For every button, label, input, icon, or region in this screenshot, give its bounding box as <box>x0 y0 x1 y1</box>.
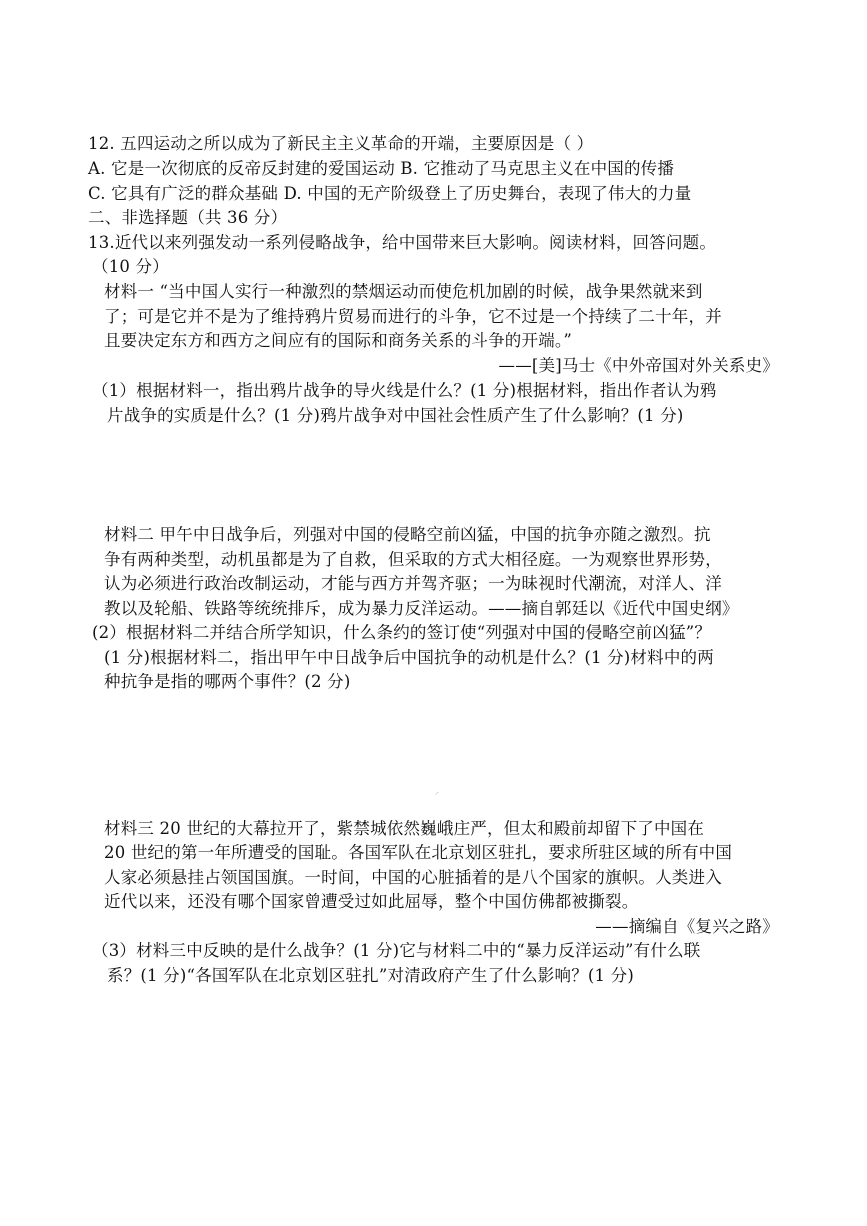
material-3-line1: 材料三 20 世纪的大幕拉开了，紫禁城依然巍峨庄严，但太和殿前却留下了中国在 <box>104 819 705 838</box>
part-1-question-line1: （1）根据材料一，指出鸦片战争的导火线是什么？(1 分)根据材料，指出作者认为鸦 <box>92 381 717 400</box>
part-1-question-line2: 片战争的实质是什么？(1 分)鸦片战争对中国社会性质产生了什么影响？(1 分) <box>107 406 684 425</box>
question-13-stem-line1: 13.近代以来列强发动一系列侵略战争，给中国带来巨大影响。阅读材料，回答问题。 <box>88 233 717 252</box>
material-2-line2: 争有两种类型，动机虽都是为了自救，但采取的方式大相径庭。一为观察世界形势， <box>104 550 722 569</box>
part-2-question-line3: 种抗争是指的哪两个事件？(2 分) <box>104 672 351 691</box>
material-1-line2: 了；可是它并不是为了维持鸦片贸易而进行的斗争，它不过是一个持续了二十年，并 <box>104 307 722 326</box>
part-3-question-line2: 系？(1 分)“各国军队在北京划区驻扎”对清政府产生了什么影响？(1 分) <box>107 966 635 985</box>
material-1-source: ——[美]马士《中外帝国对外关系史》 <box>498 356 779 375</box>
scan-speck-mark: ⸝ <box>435 787 439 796</box>
material-3-line4: 近代以来，还没有哪个国家曾遭受过如此屈辱，整个中国仿佛都被撕裂。 <box>104 892 639 911</box>
question-12-options-ab: A. 它是一次彻底的反帝反封建的爱国运动 B. 它推动了马克思主义在中国的传播 <box>88 159 675 178</box>
part-2-question-line2: (1 分)根据材料二，指出甲午中日战争后中国抗争的动机是什么？(1 分)材料中的两 <box>104 648 714 667</box>
material-2-line4: 教以及轮船、铁路等统统排斥，成为暴力反洋运动。——摘自郭廷以《近代中国史纲》 <box>104 599 739 618</box>
material-3-line3: 人家必须悬挂占领国国旗。一时间，中国的心脏插着的是八个国家的旗帜。人类进入 <box>104 868 722 887</box>
section-2-heading: 二、非选择题（共 36 分） <box>88 208 288 227</box>
material-2-line3: 认为必须进行政治改制运动，才能与西方并驾齐驱；一为昧视时代潮流，对洋人、洋 <box>104 574 722 593</box>
material-1-line1: 材料一 “当中国人实行一种激烈的禁烟运动而使危机加剧的时候，战争果然就来到 <box>104 282 703 301</box>
question-12-options-cd: C. 它具有广泛的群众基础 D. 中国的无产阶级登上了历史舞台，表现了伟大的力量 <box>88 184 692 203</box>
question-12-stem: 12. 五四运动之所以成为了新民主主义革命的开端，主要原因是（ ） <box>88 134 594 153</box>
material-2-line1: 材料二 甲午中日战争后，列强对中国的侵略空前凶猛，中国的抗争亦随之激烈。抗 <box>104 525 711 544</box>
material-1-line3: 且要决定东方和西方之间应有的国际和商务关系的斗争的开端。” <box>104 331 572 350</box>
material-3-line2: 20 世纪的第一年所遭受的国耻。各国军队在北京划区驻扎，要求所驻区域的所有中国 <box>104 843 733 862</box>
material-3-source: ——摘编自《复兴之路》 <box>595 917 779 936</box>
part-2-question-line1: (2）根据材料二并结合所学知识，什么条约的签订使“列强对中国的侵略空前凶猛”？ <box>92 623 712 642</box>
part-3-question-line1: （3）材料三中反映的是什么战争？(1 分)它与材料二中的“暴力反洋运动”有什么联 <box>92 941 701 960</box>
question-13-stem-line2: （10 分） <box>92 257 169 276</box>
